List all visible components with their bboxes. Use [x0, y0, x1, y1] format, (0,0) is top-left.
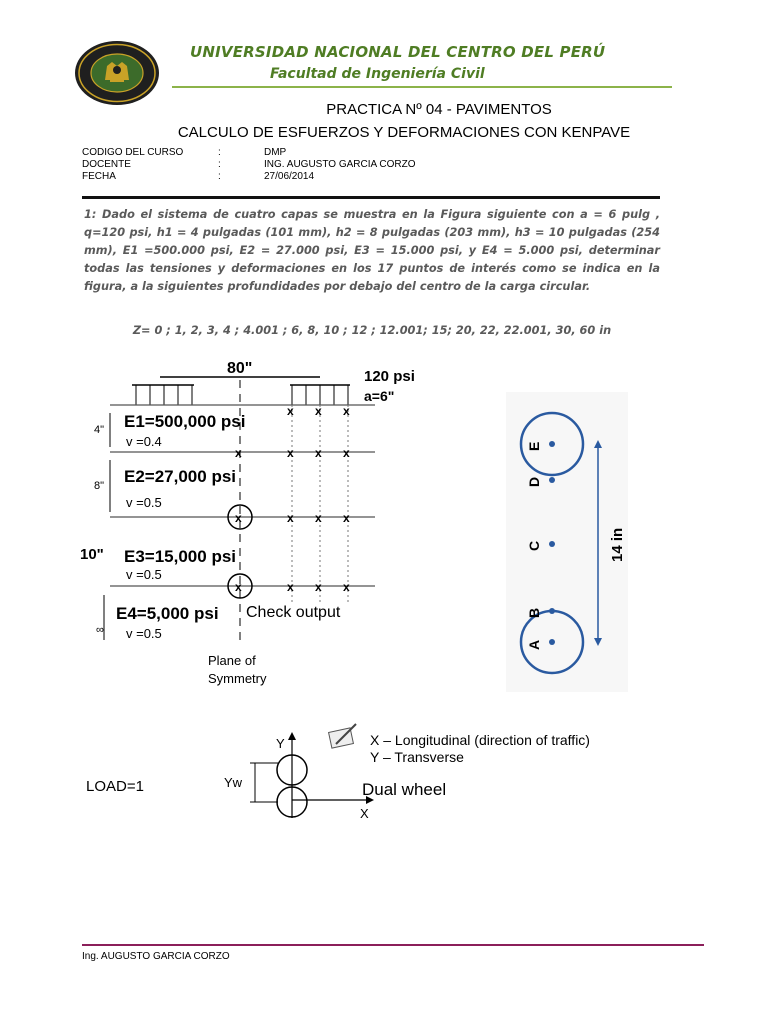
svg-text:x: x	[315, 511, 322, 525]
x-axis-label: X	[360, 806, 369, 821]
yw-label: Yw	[224, 775, 243, 790]
layer4-poisson: v =0.5	[126, 626, 162, 641]
distance-label: 14 in	[609, 527, 626, 562]
left-load-arrows	[132, 385, 194, 405]
svg-text:x: x	[315, 446, 322, 460]
layer1-thickness: 4"	[94, 424, 105, 436]
radius-label: a=6"	[364, 388, 395, 404]
y-axis-label: Y	[276, 736, 285, 751]
point-a	[549, 639, 555, 645]
footer-divider	[82, 944, 704, 946]
point-e	[549, 441, 555, 447]
layer1-modulus: E1=500,000 psi	[124, 412, 246, 431]
point-a-label: A	[526, 639, 542, 650]
university-name: UNIVERSIDAD NACIONAL DEL CENTRO DEL PERÚ	[190, 43, 606, 61]
dual-wheel-label: Dual wheel	[362, 780, 447, 799]
practice-title: PRACTICA Nº 04 - PAVIMENTOS	[326, 101, 552, 118]
svg-text:x: x	[315, 580, 322, 594]
svg-text:x: x	[235, 580, 242, 594]
date-value: 27/06/2014	[264, 171, 315, 182]
svg-text:x: x	[287, 511, 294, 525]
faculty-name: Facultad de Ingeniería Civil	[270, 66, 485, 82]
layer2-modulus: E2=27,000 psi	[124, 467, 237, 486]
course-code-label: CODIGO DEL CURSO	[82, 147, 184, 158]
svg-text:x: x	[235, 511, 242, 525]
practice-subtitle: CALCULO DE ESFUERZOS Y DEFORMACIONES CON KENPAVE	[177, 124, 631, 141]
layer2-thickness: 8"	[94, 480, 105, 492]
point-b-label: B	[526, 607, 542, 618]
layer3-thickness: 10"	[80, 546, 104, 563]
date-label: FECHA	[82, 171, 116, 182]
plane-of-symmetry-line1: Plane of	[208, 653, 256, 668]
point-d-label: D	[526, 476, 542, 487]
svg-text:x: x	[287, 404, 294, 418]
svg-text:x: x	[343, 446, 350, 460]
point-b	[549, 608, 555, 614]
note-pencil-icon	[329, 724, 356, 748]
layer3-modulus: E3=15,000 psi	[124, 547, 237, 566]
course-code-value: DMP	[264, 147, 287, 158]
teacher-value: ING. AUGUSTO GARCIA CORZO	[264, 159, 416, 170]
university-seal-logo	[74, 40, 160, 106]
check-output-note: Check output	[246, 604, 341, 621]
point-d	[549, 477, 555, 483]
svg-text:x: x	[235, 446, 242, 460]
point-c-label: C	[526, 540, 542, 551]
x-axis-legend: X – Longitudinal (direction of traffic)	[370, 732, 590, 748]
plane-of-symmetry-line2: Symmetry	[208, 671, 267, 686]
right-load-arrows	[290, 385, 350, 405]
svg-text:x: x	[343, 511, 350, 525]
svg-text:x: x	[287, 580, 294, 594]
course-code-sep: :	[218, 147, 221, 158]
footer-author: Ing. AUGUSTO GARCIA CORZO	[82, 951, 230, 962]
svg-text:x: x	[315, 404, 322, 418]
depth-list: Z= 0 ; 1, 2, 3, 4 ; 4.001 ; 6, 8, 10 ; 12 ; 12.001; 15; 20, 22, 22.001, 30, 60 in	[132, 324, 612, 337]
y-axis-legend: Y – Transverse	[370, 749, 464, 765]
dual-wheel-axis-diagram	[80, 718, 660, 828]
point-c	[549, 541, 555, 547]
load-label: LOAD=1	[86, 778, 144, 795]
layer2-poisson: v =0.5	[126, 495, 162, 510]
date-sep: :	[218, 171, 221, 182]
teacher-sep: :	[218, 159, 221, 170]
layer1-poisson: v =0.4	[126, 434, 162, 449]
point-e-label: E	[526, 441, 542, 451]
svg-text:x: x	[287, 446, 294, 460]
header-divider	[172, 86, 672, 88]
pressure-label: 120 psi	[364, 368, 415, 385]
svg-text:x: x	[343, 580, 350, 594]
layer-system-diagram	[80, 355, 430, 690]
spacing-label: 80"	[227, 360, 253, 377]
svg-text:x: x	[343, 404, 350, 418]
layer4-thickness: ∞	[96, 624, 104, 636]
section-divider	[82, 196, 660, 199]
teacher-label: DOCENTE	[82, 159, 131, 170]
problem-statement: 1: Dado el sistema de cuatro capas se muestra en la Figura siguiente con a = 6 pulg , q=120 psi, h1 = 4 pulgadas (101 mm), h2 = 8 pulgadas (203 mm), h3 = 10 pulgadas (254 mm), E1 =500.000 psi, E2 = 27.000 psi, E3 = 15.000 psi, y E4 = 5.000 psi, determinar todas las tensiones y deformaciones en los 17 puntos de interés como se indica en la figura, a la siguientes profundidades por debajo del centro de la carga circular.	[84, 208, 660, 293]
layer3-poisson: v =0.5	[126, 567, 162, 582]
layer4-modulus: E4=5,000 psi	[116, 604, 219, 623]
wheel-points-diagram	[506, 392, 628, 692]
